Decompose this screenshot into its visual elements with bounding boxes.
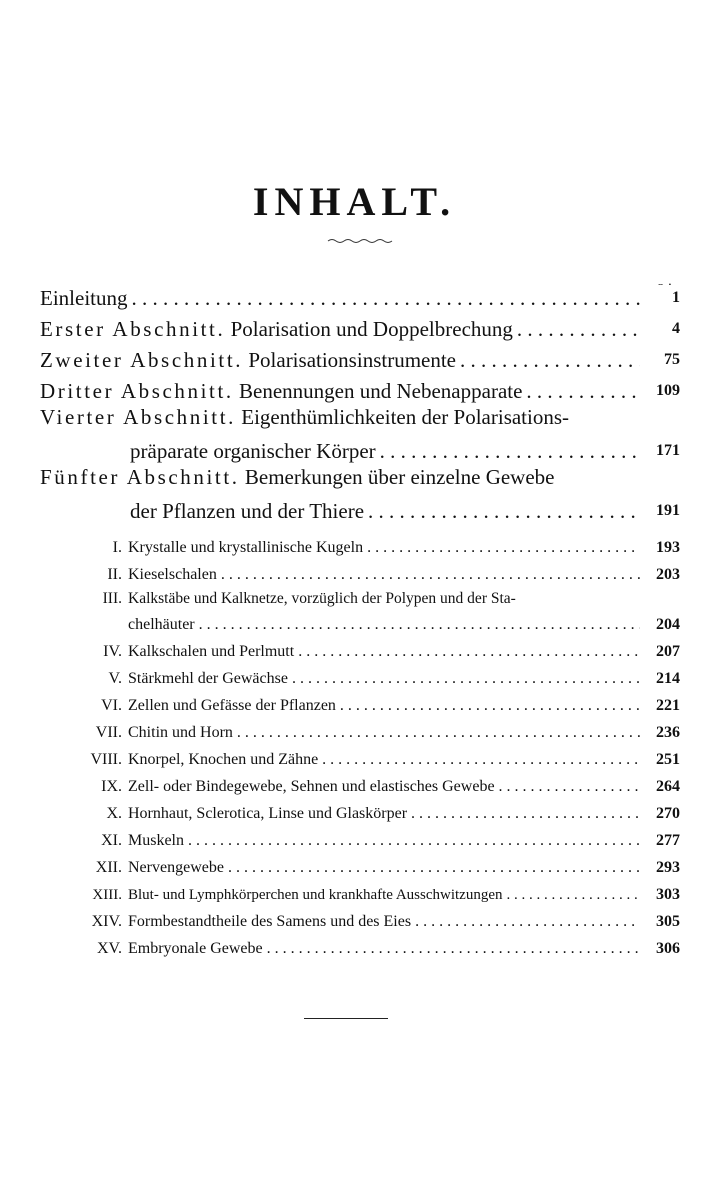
subentry-page: 293 — [640, 859, 680, 877]
entry-page: 1 — [640, 285, 680, 311]
entry-label: Polarisationsinstrumente — [248, 348, 457, 372]
subentry-page: 193 — [640, 539, 680, 557]
toc-subentry — [40, 877, 680, 904]
subentry-label: Knorpel, Knochen und Zähne — [128, 751, 319, 768]
subentry-number: II. — [107, 566, 122, 583]
subentry-number: IX. — [101, 778, 122, 795]
entry-section-label: Erster Abschnitt. — [40, 317, 226, 341]
closing-rule — [304, 1018, 388, 1019]
toc-subentry — [40, 823, 680, 850]
subentry-number: XIV. — [91, 913, 122, 930]
toc-subentry — [40, 742, 680, 769]
toc-subentry-line1 — [40, 584, 680, 608]
subentry-label-continued: chelhäuter — [128, 616, 195, 633]
subentry-label: Zell- oder Bindegewebe, Sehnen und elastisches Gewebe — [128, 778, 495, 795]
toc-subentry — [40, 850, 680, 877]
subentry-page: 270 — [640, 805, 680, 823]
toc-entry-erster-abschnitt — [40, 311, 680, 342]
toc-entry-fuenfter-abschnitt-line1 — [40, 464, 680, 496]
entry-section-label: Fünfter Abschnitt. — [40, 465, 240, 489]
entry-page: 171 — [640, 438, 680, 464]
entry-label: Bemerkungen über einzelne Gewebe — [244, 465, 555, 489]
subentry-page: 305 — [640, 913, 680, 931]
subentry-number: XI. — [101, 832, 122, 849]
toc-subentry — [40, 931, 680, 958]
subentry-label: Nervengewebe — [128, 859, 224, 876]
toc-subentry — [40, 715, 680, 742]
subentry-number: III. — [102, 590, 122, 607]
entry-page: 109 — [640, 378, 680, 404]
subentry-number: VII. — [95, 724, 122, 741]
subentry-number: XIII. — [92, 887, 122, 903]
entry-page: 4 — [640, 316, 680, 342]
toc-entry-einleitung — [40, 280, 680, 311]
subentry-page: 204 — [640, 616, 680, 634]
subentry-number: IV. — [103, 643, 122, 660]
subentry-label: Zellen und Gefässe der Pflanzen — [128, 697, 336, 714]
entry-section-label: Vierter Abschnitt. — [40, 405, 237, 429]
subentry-number: XII. — [95, 859, 122, 876]
entry-label: Einleitung — [40, 286, 128, 310]
toc-subentry — [40, 661, 680, 688]
subentry-label: Kalkstäbe und Kalknetze, vorzüglich der Polypen und der Sta- — [128, 590, 516, 607]
entry-label: Eigenthümlichkeiten der Polarisations- — [241, 405, 570, 429]
entry-label: Benennungen und Nebenapparate — [239, 379, 523, 403]
subentry-number: XV. — [96, 940, 122, 957]
toc-subentry — [40, 634, 680, 661]
subentry-page: 214 — [640, 670, 680, 688]
subentry-page: 207 — [640, 643, 680, 661]
toc-subentry — [40, 904, 680, 931]
subentry-page: 236 — [640, 724, 680, 742]
entry-section-label: Zweiter Abschnitt. — [40, 348, 244, 372]
toc-subentry — [40, 608, 680, 634]
entry-page: 75 — [640, 347, 680, 373]
subentry-page: 277 — [640, 832, 680, 850]
entry-section-label: Dritter Abschnitt. — [40, 379, 234, 403]
subentry-label: Kieselschalen — [128, 566, 217, 583]
subentry-label: Chitin und Horn — [128, 724, 233, 741]
entry-page: 191 — [640, 498, 680, 524]
subentry-label: Muskeln — [128, 832, 184, 849]
toc-entry-vierter-abschnitt — [40, 434, 680, 464]
subentry-label: Embryonale Gewebe — [128, 940, 263, 957]
subentry-label: Stärkmehl der Gewächse — [128, 670, 288, 687]
entry-label: Polarisation und Doppelbrechung — [230, 317, 513, 341]
subentry-page: 306 — [640, 940, 680, 958]
subentry-page: 303 — [640, 886, 680, 904]
subentry-page: 203 — [640, 566, 680, 584]
toc-entry-dritter-abschnitt — [40, 373, 680, 404]
subentry-label: Blut- und Lymphkörperchen und krankhafte Ausschwitzungen — [128, 887, 503, 903]
subentry-label: Formbestandtheile des Samens und des Eies — [128, 913, 412, 930]
subentry-label: Krystalle und krystallinische Kugeln — [128, 539, 364, 556]
subentry-label: Kalkschalen und Perlmutt — [128, 643, 295, 660]
toc-subentry — [40, 557, 680, 584]
subentry-page: 251 — [640, 751, 680, 769]
toc-subentry — [40, 530, 680, 557]
subentry-number: VI. — [101, 697, 122, 714]
subentry-label: Hornhaut, Sclerotica, Linse und Glaskörper — [128, 805, 408, 822]
toc-entry-vierter-abschnitt-line1 — [40, 404, 680, 434]
subentry-number: VIII. — [90, 751, 122, 768]
table-of-contents — [40, 280, 680, 958]
subentry-page: 264 — [640, 778, 680, 796]
toc-subentry — [40, 796, 680, 823]
subentry-number: I. — [112, 539, 122, 556]
toc-subentry — [40, 688, 680, 715]
toc-subentry — [40, 769, 680, 796]
subentry-number: V. — [108, 670, 122, 687]
subentry-number: X. — [106, 805, 122, 822]
toc-entry-zweiter-abschnitt — [40, 342, 680, 373]
page-title: INHALT. — [252, 179, 457, 224]
entry-label-continued: der Pflanzen und der Thiere — [130, 499, 365, 523]
entry-label-continued: präparate organischer Körper — [130, 439, 376, 463]
toc-entry-fuenfter-abschnitt — [40, 496, 680, 524]
ornament-divider — [326, 236, 396, 246]
subentry-page: 221 — [640, 697, 680, 715]
